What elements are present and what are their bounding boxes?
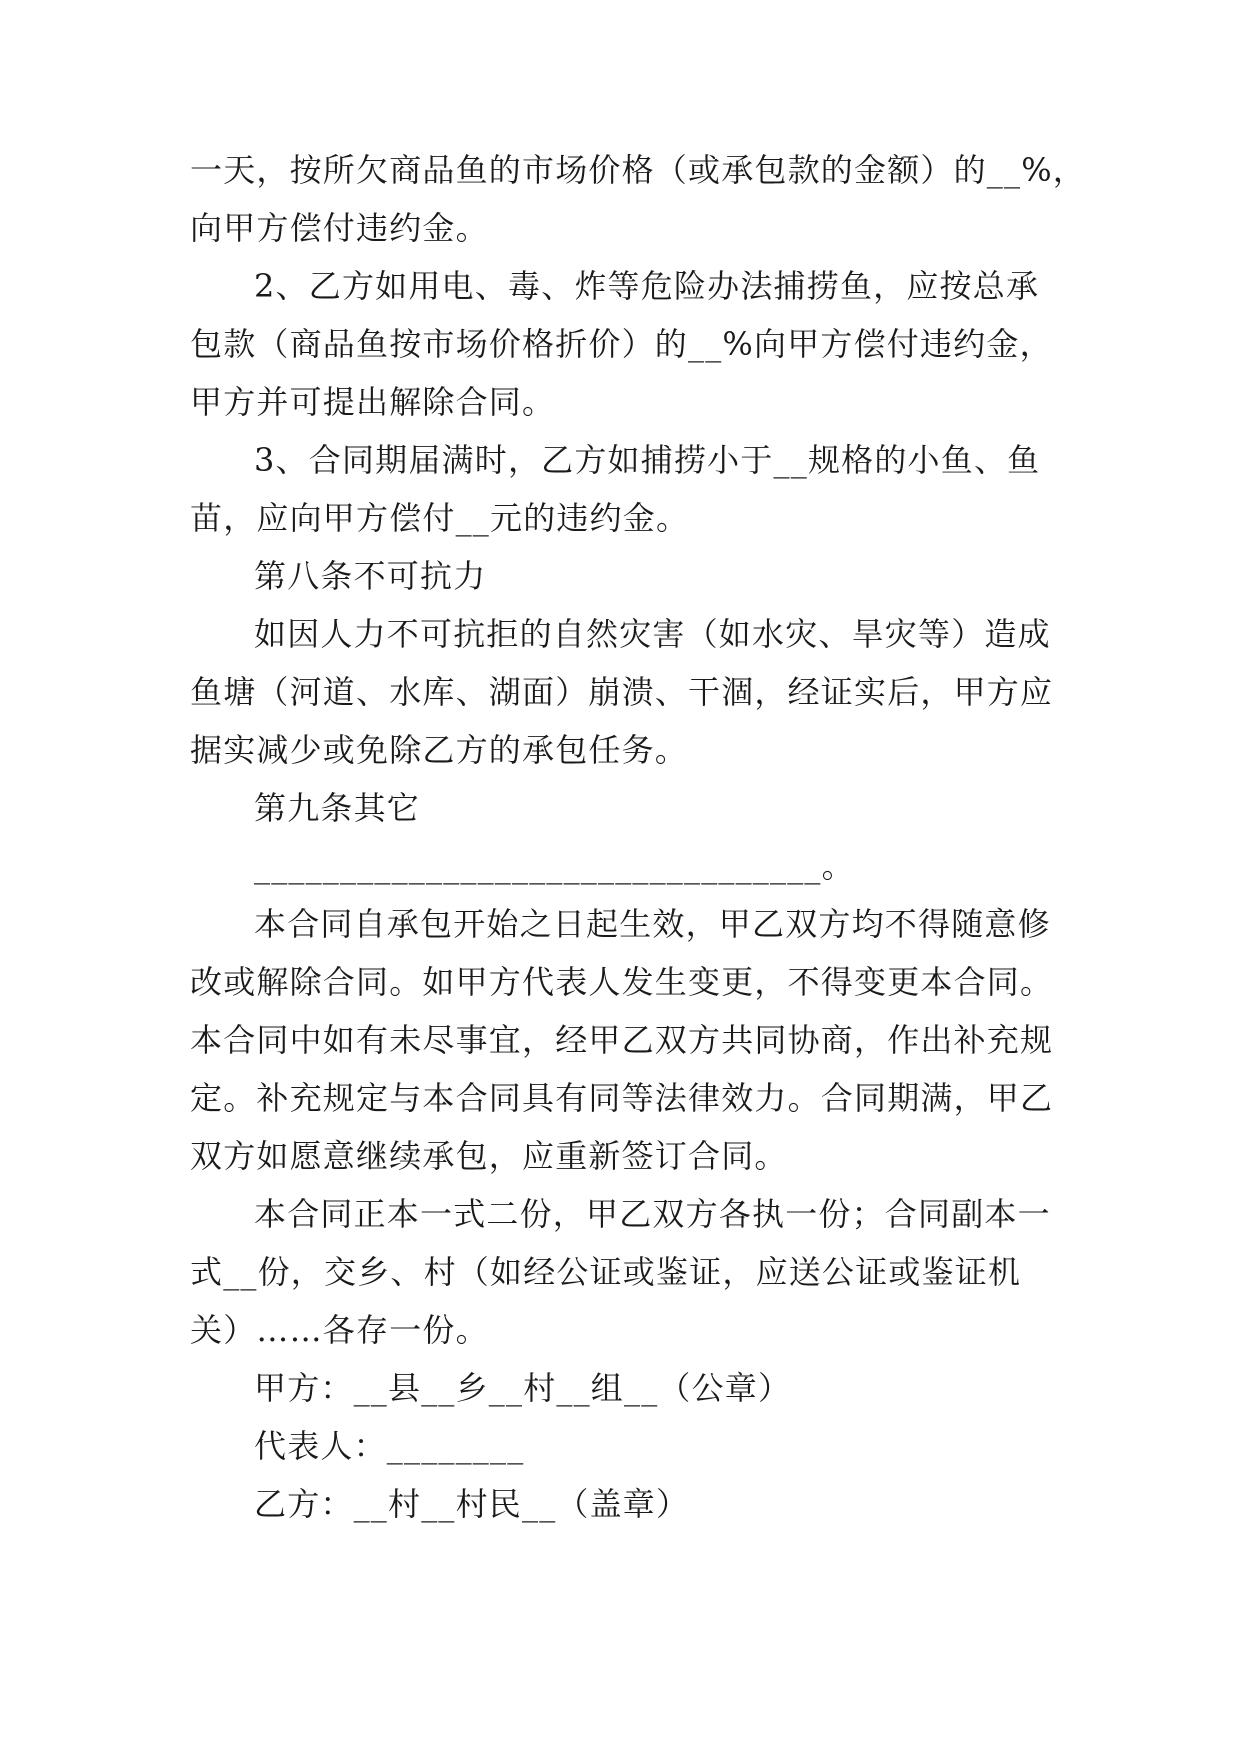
- text-line: 3、合同期届满时，乙方如捕捞小于__规格的小鱼、鱼: [254, 441, 1041, 479]
- text-line: 如因人力不可抗拒的自然灾害（如水灾、旱灾等）造成: [254, 615, 1051, 653]
- text-line: 本合同正本一式二份，甲乙双方各执一份；合同副本一: [254, 1195, 1051, 1233]
- section-heading: 第八条不可抗力: [254, 557, 487, 595]
- blank-fill-line: _________________________________。: [254, 847, 855, 885]
- text-line: 2、乙方如用电、毒、炸等危险办法捕捞鱼，应按总承: [254, 267, 1040, 305]
- text-line: 包款（商品鱼按市场价格折价）的__%向甲方偿付违约金，: [190, 325, 1053, 363]
- text-line: 据实减少或免除乙方的承包任务。: [190, 731, 689, 769]
- text-line: 本合同自承包开始之日起生效，甲乙双方均不得随意修: [254, 905, 1051, 943]
- text-line: 式__份，交乡、村（如经公证或鉴证，应送公证或鉴证机: [190, 1253, 1022, 1291]
- representative-line: 代表人：________: [254, 1427, 525, 1465]
- text-line: 苗，应向甲方偿付__元的违约金。: [190, 499, 690, 537]
- text-line: 定。补充规定与本合同具有同等法律效力。合同期满，甲乙: [190, 1079, 1054, 1117]
- party-a-signature-line: 甲方：__县__乡__村__组__（公章）: [254, 1369, 792, 1407]
- text-line: 鱼塘（河道、水库、湖面）崩溃、干涸，经证实后，甲方应: [190, 673, 1054, 711]
- section-heading: 第九条其它: [254, 789, 421, 827]
- text-line: 关）……各存一份。: [190, 1311, 489, 1349]
- text-line: 一天，按所欠商品鱼的市场价格（或承包款的金额）的__%，: [190, 151, 1087, 189]
- text-line: 甲方并可提出解除合同。: [190, 383, 556, 421]
- text-line: 本合同中如有未尽事宜，经甲乙双方共同协商，作出补充规: [190, 1021, 1054, 1059]
- party-b-signature-line: 乙方：__村__村民__（盖章）: [254, 1485, 690, 1523]
- text-line: 改或解除合同。如甲方代表人发生变更，不得变更本合同。: [190, 963, 1054, 1001]
- text-line: 双方如愿意继续承包，应重新签订合同。: [190, 1137, 788, 1175]
- text-line: 向甲方偿付违约金。: [190, 209, 489, 247]
